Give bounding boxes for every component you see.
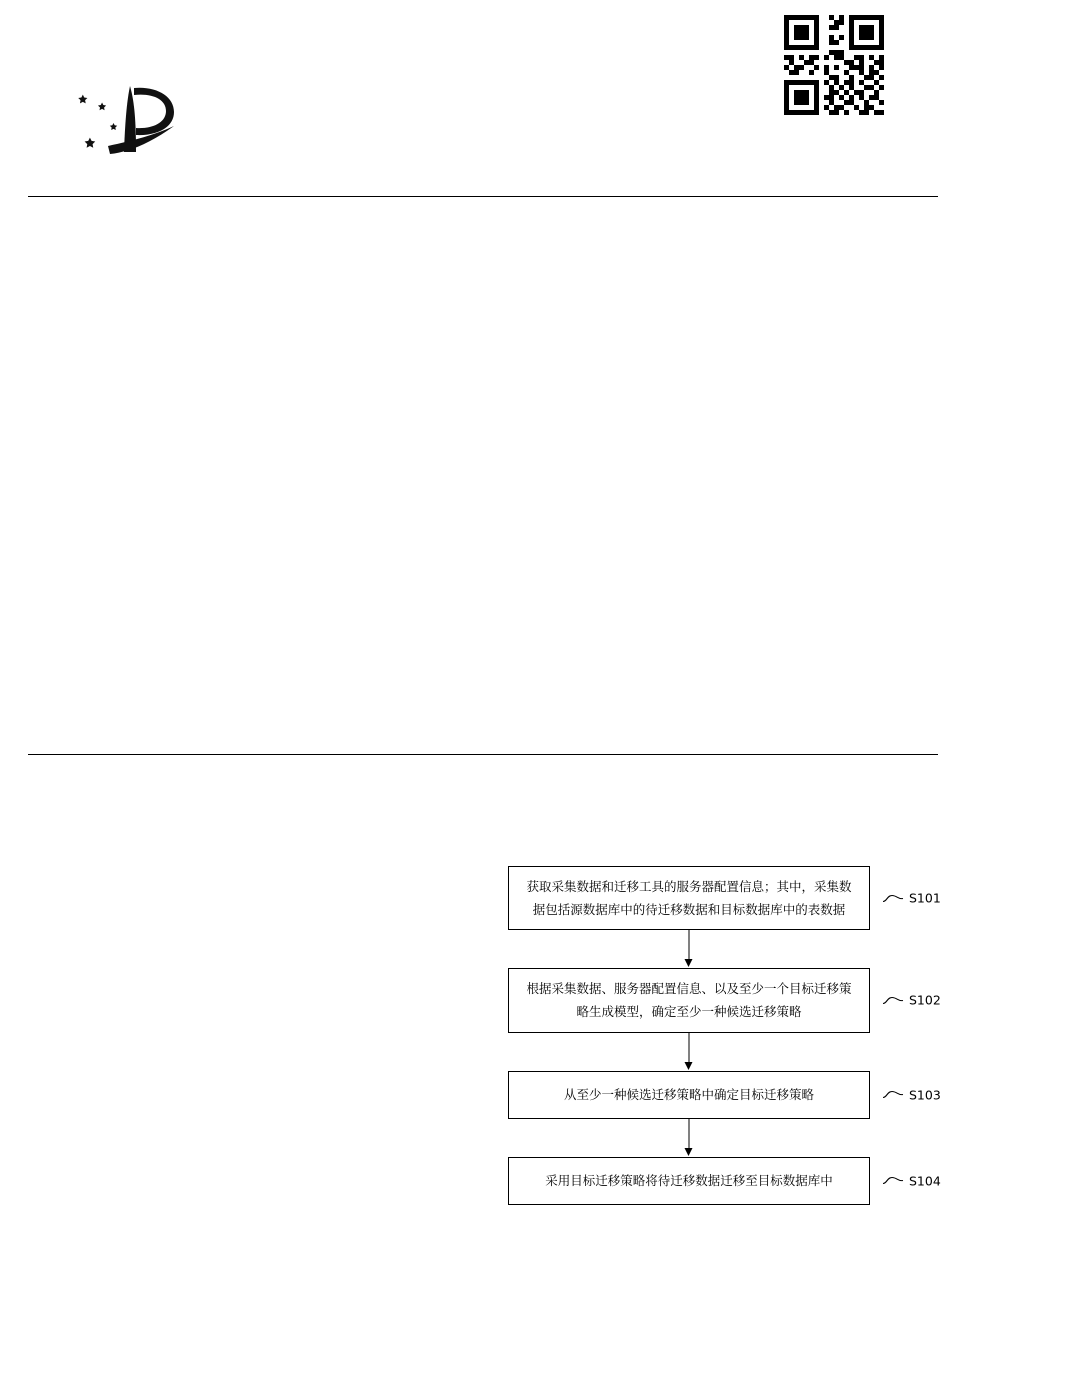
flow-step-id: S102 (909, 992, 941, 1008)
flow-connector-2 (508, 1033, 870, 1071)
flow-node-text: 获取采集数据和迁移工具的服务器配置信息；其中，采集数据包括源数据库中的待迁移数据和目标数据库中的表数据 (526, 879, 852, 918)
flow-node-s103 (508, 1071, 870, 1119)
flow-connector-1 (508, 930, 870, 968)
connector-arrow-icon (685, 959, 693, 967)
connector-line (689, 930, 690, 960)
connector-arrow-icon (685, 1062, 693, 1070)
flow-node-s101 (508, 866, 870, 930)
patent-office-emblem-icon (78, 82, 198, 164)
flowchart (508, 866, 941, 1205)
qr-code-icon (779, 10, 889, 120)
connector-arrow-icon (685, 1148, 693, 1156)
header-divider (28, 196, 938, 197)
flow-row-4 (508, 1157, 941, 1205)
flow-row-2 (508, 968, 941, 1032)
flow-node-s102 (508, 968, 870, 1032)
flow-row-3 (508, 1071, 941, 1119)
body-divider (28, 754, 938, 755)
flow-node-s104 (508, 1157, 870, 1205)
squiggle-icon (882, 995, 904, 1005)
flow-step-id: S101 (909, 890, 941, 906)
squiggle-icon (882, 1090, 904, 1100)
flow-row-1 (508, 866, 941, 930)
flow-node-text: 采用目标迁移策略将待迁移数据迁移至目标数据库中 (545, 1172, 833, 1188)
connector-line (689, 1033, 690, 1063)
flow-step-label-s103 (882, 1087, 941, 1102)
flow-step-label-s101 (882, 891, 941, 906)
squiggle-icon (882, 1176, 904, 1186)
flow-connector-3 (508, 1119, 870, 1157)
flow-step-id: S103 (909, 1087, 941, 1102)
flow-step-id: S104 (909, 1173, 941, 1188)
squiggle-icon (882, 893, 904, 903)
flow-node-text: 根据采集数据、服务器配置信息、以及至少一个目标迁移策略生成模型，确定至少一种候选迁移策略 (526, 981, 852, 1020)
flow-step-label-s104 (882, 1173, 941, 1188)
connector-line (689, 1119, 690, 1149)
flow-node-text: 从至少一种候选迁移策略中确定目标迁移策略 (563, 1086, 814, 1102)
flow-step-label-s102 (882, 993, 941, 1008)
